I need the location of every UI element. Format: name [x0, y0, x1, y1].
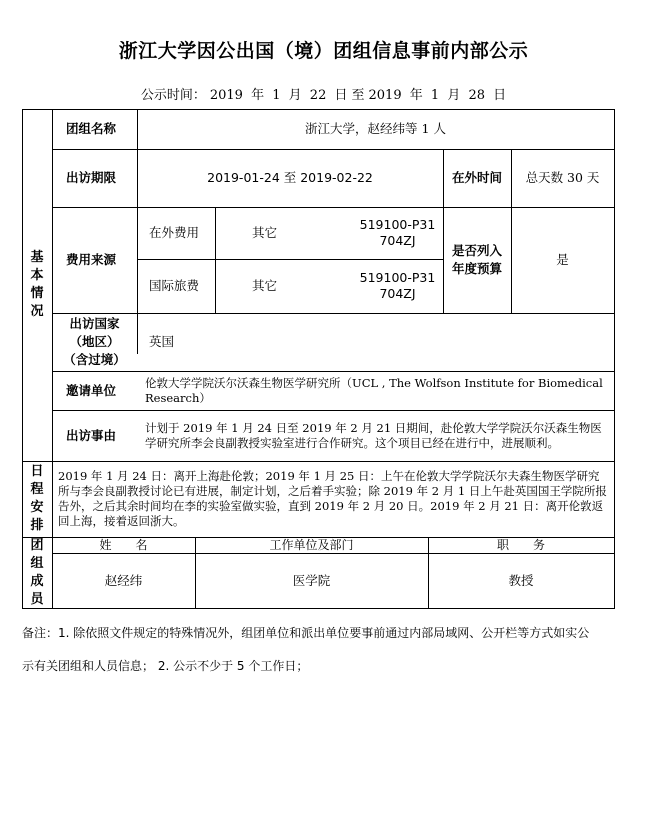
inviter-value: 伦敦大学学院沃尔沃森生物医学研究所（UCL , The Wolfson Institute for Biomedical Research）: [145, 375, 603, 405]
grid-line: [215, 207, 216, 313]
abroad-time-value: 总天数 30 天: [525, 170, 600, 185]
abroad-time-label: 在外时间: [451, 170, 502, 185]
member-header-name: 姓 名: [99, 538, 148, 552]
funding-code: 519100-P31704ZJ: [359, 270, 436, 301]
section-members: 团 组 成 员: [30, 537, 44, 607]
country-label: 出访国家 （地区） （含过境）: [63, 316, 126, 367]
funding-source: 其它: [252, 278, 278, 293]
note-line-1: 备注：1. 除依照文件规定的特殊情况外，组团单位和派出单位要事前通过内部局域网、公开栏等方式如实公: [22, 626, 590, 640]
publish-time: 公示时间： 2019 年 1 月 22 日 至 2019 年 1 月 28 日: [140, 88, 507, 103]
period-label: 出访期限: [66, 170, 117, 185]
budget-value: 是: [556, 252, 569, 267]
section-schedule: 日 程 安 排: [30, 464, 44, 533]
page-title: 浙江大学因公出国（境）团组信息事前内部公示: [118, 40, 529, 62]
funding-type: 在外费用: [149, 225, 200, 240]
country-value: 英国: [149, 334, 175, 349]
member-position: 教授: [508, 572, 534, 588]
funding-code: 519100-P31704ZJ: [359, 217, 436, 248]
group-name-value: 浙江大学，赵经纬等 1 人: [305, 121, 446, 136]
period-value: 2019-01-24 至 2019-02-22: [207, 170, 373, 185]
table-border-bottom: [22, 608, 615, 609]
funding-type: 国际旅费: [149, 278, 200, 293]
note-line-2: 示有关团组和人员信息； 2. 公示不少于 5 个工作日；: [22, 659, 309, 673]
member-name: 赵经纬: [104, 572, 143, 588]
funding-source: 其它: [252, 225, 278, 240]
member-header-position: 职 务: [496, 538, 545, 552]
section-basic: 基 本 情 况: [30, 250, 44, 319]
purpose-value: 计划于 2019 年 1 月 24 日至 2019 年 2 月 21 日期间，赴伦敦大学学院沃尔沃森生物医学研究所李会良副教授实验室进行合作研究。这个项目已经在进行中，进展顺利。: [145, 420, 602, 450]
budget-label: 是否列入年度预算: [451, 243, 502, 276]
group-name-label: 团组名称: [66, 121, 117, 136]
funding-label: 费用来源: [66, 252, 117, 267]
member-unit: 医学院: [292, 572, 331, 588]
table-border-right: [614, 109, 615, 609]
inviter-label: 邀请单位: [66, 382, 117, 398]
member-header-unit: 工作单位及部门: [269, 538, 354, 552]
info-table: [22, 109, 615, 609]
schedule-text: 2019 年 1 月 24 日：离开上海赴伦敦；2019 年 1 月 25 日：上午在伦敦大学学院沃尔夫森生物医学研究所与李会良副教授讨论已有进展，制定计划，之后着手实验；除 2019 年 2 月 1 日上午赴英国国王学院所报告外，之后其余时间均在李的实验室做实验，直到 2019 年 2 月 20 日。2019 年 2 月 21 日：离开伦敦返回上海，接着返回浙大。: [58, 469, 607, 528]
purpose-label: 出访事由: [66, 427, 117, 443]
